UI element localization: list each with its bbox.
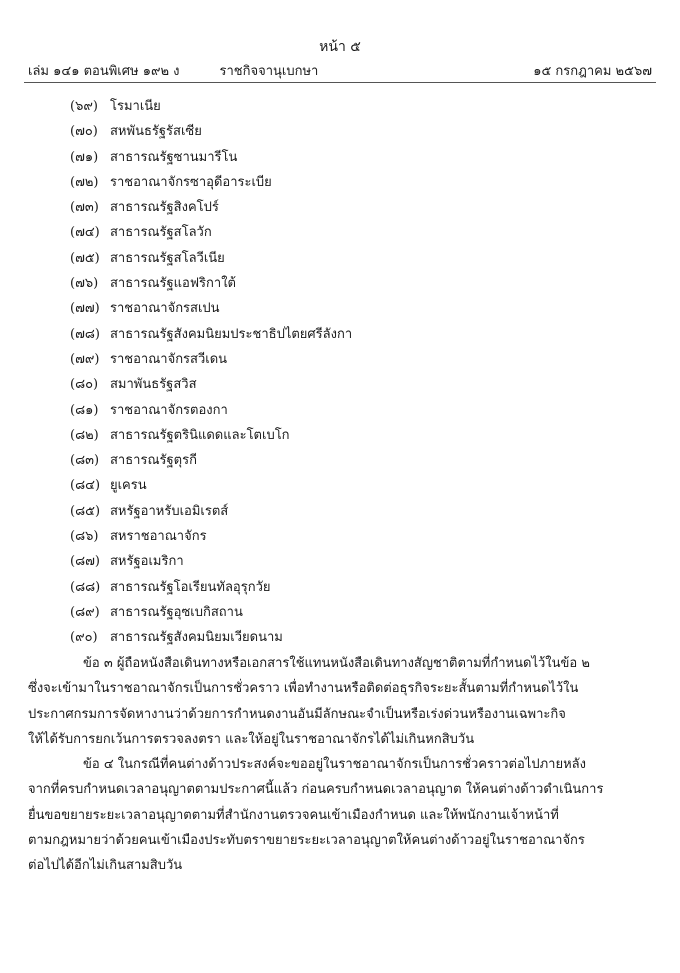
- paragraph-line: ข้อ ๓ ผู้ถือหนังสือเดินทางหรือเอกสารใช้แทนหนังสือเดินทางสัญชาติตามที่กำหนดไว้ในข้อ ๒: [83, 656, 590, 671]
- list-item: [70, 246, 352, 271]
- list-item: [70, 575, 352, 600]
- country-name: โรมาเนีย: [110, 99, 161, 114]
- list-item: [70, 94, 352, 119]
- item-number: (๗๑): [70, 149, 99, 165]
- item-number: (๗๐): [70, 124, 98, 140]
- item-number: (๘๒): [70, 427, 99, 443]
- country-name: สหราชอาณาจักร: [110, 529, 207, 545]
- item-number: (๘๕): [70, 503, 101, 519]
- item-number: (๘๑): [70, 402, 99, 418]
- item-number: (๗๓): [70, 200, 99, 216]
- item-number: (๖๙): [70, 99, 98, 114]
- list-item: [70, 119, 352, 144]
- item-number: (๗๕): [70, 250, 100, 266]
- paragraph-line: ประกาศกรมการจัดหางานว่าด้วยการกำหนดงานอันมีลักษณะจำเป็นหรือเร่งด่วนหรืองานเฉพาะกิจ: [28, 706, 566, 722]
- country-name: สาธารณรัฐสังคมนิยมเวียดนาม: [110, 630, 283, 646]
- clauses-section: [28, 651, 652, 879]
- volume-issue: เล่ม ๑๔๑ ตอนพิเศษ ๑๙๒ ง: [28, 63, 180, 79]
- country-name: ราชอาณาจักรซาอุดีอาระเบีย: [110, 174, 272, 190]
- list-item: [70, 423, 352, 448]
- page-number: หน้า ๕: [319, 39, 361, 55]
- country-name: สาธารณรัฐสังคมนิยมประชาธิปไตยศรีลังกา: [110, 326, 353, 342]
- list-item: [70, 372, 352, 397]
- country-name: ยูเครน: [110, 478, 147, 494]
- list-item: [70, 195, 352, 220]
- list-item: [70, 625, 352, 650]
- paragraph-line: จากที่ครบกำหนดเวลาอนุญาตตามประกาศนี้แล้ว ก่อนครบกำหนดเวลาอนุญาต ให้คนต่างด้าวดำเนินการ: [28, 782, 604, 798]
- country-name: สาธารณรัฐสิงคโปร์: [110, 200, 219, 216]
- list-item: [70, 499, 352, 524]
- item-number: (๗๔): [70, 225, 100, 241]
- list-item: [70, 271, 352, 296]
- list-item: [70, 600, 352, 625]
- list-item: [70, 220, 352, 245]
- paragraph-line: ตามกฎหมายว่าด้วยคนเข้าเมืองประทับตราขยายระยะเวลาอนุญาตให้คนต่างด้าวอยู่ในราชอาณาจักร: [28, 833, 585, 849]
- country-name: สหรัฐอเมริกา: [110, 554, 184, 570]
- item-number: (๗๙): [70, 351, 100, 367]
- list-item: [70, 398, 352, 423]
- list-item: [70, 549, 352, 574]
- header-divider: [24, 82, 656, 83]
- country-name: ราชอาณาจักรตองกา: [110, 402, 228, 418]
- item-number: (๘๓): [70, 453, 100, 469]
- list-item: [70, 296, 352, 321]
- country-name: สาธารณรัฐตุรกี: [110, 453, 197, 469]
- item-number: (๘๖): [70, 529, 99, 545]
- country-name: สาธารณรัฐอุซเบกิสถาน: [110, 604, 243, 620]
- list-item: [70, 347, 352, 372]
- clause-3-paragraph: [28, 651, 652, 752]
- country-name: สหรัฐอาหรับเอมิเรตส์: [110, 503, 229, 519]
- item-number: (๘๙): [70, 604, 100, 620]
- list-item: [70, 145, 352, 170]
- item-number: (๗๘): [70, 326, 100, 342]
- item-number: (๗๗): [70, 301, 100, 317]
- country-name: สาธารณรัฐแอฟริกาใต้: [110, 276, 237, 292]
- paragraph-line: ซึ่งจะเข้ามาในราชอาณาจักรเป็นการชั่วคราว เพื่อทำงานหรือติดต่อธุรกิจระยะสั้นตามที่กำหนดไว้ใน: [28, 681, 579, 697]
- publication-date: ๑๕ กรกฎาคม ๒๕๖๗: [533, 63, 652, 79]
- item-number: (๗๒): [70, 174, 99, 190]
- item-number: (๙๐): [70, 630, 98, 646]
- country-name: สาธารณรัฐสโลวีเนีย: [110, 250, 225, 266]
- country-name: สหพันธรัฐรัสเซีย: [110, 124, 202, 140]
- item-number: (๘๔): [70, 478, 101, 494]
- item-number: (๘๗): [70, 554, 100, 570]
- country-name: สาธารณรัฐตรินิแดดและโตเบโก: [110, 427, 290, 443]
- item-number: (๘๐): [70, 377, 99, 393]
- country-name: ราชอาณาจักรสเปน: [110, 301, 220, 317]
- country-name: สาธารณรัฐโอเรียนทัลอุรุกวัย: [110, 579, 271, 595]
- country-list: [70, 94, 352, 651]
- paragraph-line: ยื่นขอขยายระยะเวลาอนุญาตตามที่สำนักงานตรวจคนเข้าเมืองกำหนด และให้พนักงานเจ้าหน้าที่: [28, 807, 559, 823]
- country-name: สาธารณรัฐซานมารีโน: [110, 149, 238, 165]
- publication-name: ราชกิจจานุเบกษา: [219, 63, 319, 79]
- country-name: สมาพันธรัฐสวิส: [110, 377, 197, 393]
- item-number: (๘๘): [70, 579, 101, 595]
- item-number: (๗๖): [70, 276, 99, 292]
- paragraph-line: ให้ได้รับการยกเว้นการตรวจลงตรา และให้อยู่ในราชอาณาจักรได้ไม่เกินหกสิบวัน: [28, 731, 475, 747]
- list-item: [70, 524, 352, 549]
- list-item: [70, 322, 352, 347]
- paragraph-line: ต่อไปได้อีกไม่เกินสามสิบวัน: [28, 858, 183, 874]
- paragraph-line: ข้อ ๔ ในกรณีที่คนต่างด้าวประสงค์จะขออยู่ในราชอาณาจักรเป็นการชั่วคราวต่อไปภายหลัง: [83, 757, 586, 773]
- country-name: ราชอาณาจักรสวีเดน: [110, 351, 228, 367]
- country-name: สาธารณรัฐสโลวัก: [110, 225, 212, 241]
- list-item: [70, 448, 352, 473]
- list-item: [70, 473, 352, 498]
- list-item: [70, 170, 352, 195]
- document-header: [28, 60, 652, 80]
- clause-4-paragraph: [28, 752, 652, 878]
